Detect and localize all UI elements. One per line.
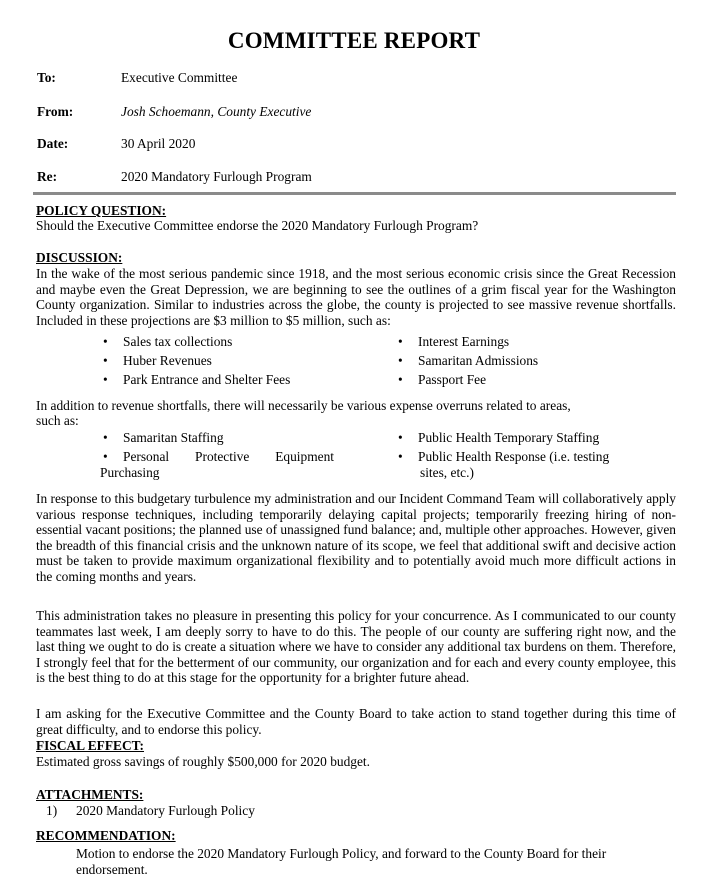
from-value: Josh Schoemann, County Executive: [121, 104, 312, 119]
page-title: COMMITTEE REPORT: [227, 28, 481, 53]
bullet-icon: •: [398, 372, 403, 387]
header-date-row: [37, 136, 677, 154]
bullet-icon: •: [103, 372, 108, 387]
bullet-icon: •: [398, 430, 403, 445]
overruns-intro-line1: In addition to revenue shortfalls, there will necessarily be various expense overruns related to areas,: [36, 398, 571, 413]
discussion-heading: DISCUSSION:: [36, 250, 123, 265]
bullet-icon: •: [398, 334, 403, 349]
bullet-icon: •: [398, 353, 403, 368]
attachment-number: 1): [46, 803, 58, 818]
recommendation-heading: RECOMMENDATION:: [36, 828, 176, 843]
policy-question-heading: POLICY QUESTION:: [36, 203, 167, 218]
bullet-icon: •: [103, 353, 108, 368]
asking-paragraph: I am asking for the Executive Committee and the County Board to take action to stand together during this time of great difficulty, and to endorse this policy.: [36, 706, 676, 737]
pleasure-paragraph: This administration takes no pleasure in presenting this policy for your concurrence. As I communicated to our county teammates last week, I am deeply sorry to have to do this. The people of our county are suffering right now, and the last thing we ought to do is create a situation where we have to consider any additional tax burdens on them. Therefore, I strongly feel that for the betterment of our community, our organization and for each and every county employee, this is the best thing to do at this stage for the opportunity for a brighter future ahead.: [36, 608, 676, 686]
fiscal-effect-text: Estimated gross savings of roughly $500,000 for 2020 budget.: [36, 754, 370, 769]
bullet-icon: •: [103, 334, 108, 349]
overruns-intro-line2: such as:: [36, 413, 79, 428]
date-label: Date:: [37, 136, 69, 151]
bullet-icon: •: [398, 449, 403, 464]
header-divider: [33, 192, 676, 195]
public-health-item-line2: sites, etc.): [420, 465, 474, 480]
attachments-heading: ATTACHMENTS:: [36, 787, 144, 802]
discussion-intro: In the wake of the most serious pandemic since 1918, and the most serious economic crisis since the Great Recession and maybe even the Great Depression, we are beginning to see the outlines of a grim fiscal year for the Washington County organization. Similar to industries across the globe, the county is projected to see massive revenue shortfalls. Included in these projections are $3 million to $5 million, such as:: [36, 266, 676, 328]
recommendation-text: Motion to endorse the 2020 Mandatory Furlough Policy, and forward to the County Board for their endorsement.: [76, 846, 607, 877]
policy-question-text: Should the Executive Committee endorse the 2020 Mandatory Furlough Program?: [36, 218, 479, 233]
committee-report-page: COMMITTEE REPORT To: Executive Committee From: Josh Schoemann, County Executive Date: 30 April 2020 Re: 2020 Mandatory Furlough Program POLICY QUESTION: Should the Executive Committee endorse the 2020 Mandatory Furlough Program? DISCUSSION: In the wake of the most serious pandemic since 1918, and the most serious economic crisis since the Great Recession and maybe even the Great Depression, we are beginning to see the outlines of a grim fiscal year for the Washington County organization. Similar to industries across the globe, the county is projected to see massive revenue shortfalls. Included in these projections are $3 million to $5 million, such as: • Sales tax collections • Huber Revenues • Park Entrance and Shelter Fees • Interest Earnings • Samaritan Admissions • Passport Fee In addition to revenue shortfalls, there will necessarily be various expense overruns related to areas, such as: • Samaritan Staffing • Personal Protective Equipment Purchasing • Public Health Temporary Staffing • Public Health Response (i.e. testing sites, etc.) In response to this budgetary turbulence my administration and our Incident Command Team will collaboratively apply various response techniques, including temporarily delaying capital projects; temporarily freezing hiring of non-essential vacant positions; the planned use of unassigned fund balance; and, multiple other approaches. However, given the breadth of this financial crisis and the unknown nature of its scope, we feel that additional swift and decisive action must be taken to provide maximum organizational flexibility and to potentially avoid much more difficult actions in the coming months and years. This administration takes no pleasure in presenting this policy for your concurrence. As I communicated to our county teammates last week, I am deeply sorry to have to do this. The people of our county are suffering right now, and the last thing we ought to do is create a situation where we have to consider any additional tax burdens on them. Therefore, I strongly feel that for the betterment of our community, our organization and for each and every county employee, this is the best thing to do at this stage for the opportunity for a brighter future ahead. I am asking for the Executive Committee and the County Board to take action to stand together during this time of great difficulty, and to endorse this policy. FISCAL EFFECT: Estimated gross savings of roughly $500,000 for 2020 budget. ATTACHMENTS: 1) 2020 Mandatory Furlough Policy RECOMMENDATION: Motion to endorse the 2020 Mandatory Furlough Policy, and forward to the County Board for their endorsement.: [0, 0, 708, 885]
header-from-row: [37, 104, 677, 122]
fiscal-effect-heading: FISCAL EFFECT:: [36, 738, 145, 753]
date-value: 30 April 2020: [121, 136, 196, 151]
ppe-item-line1: Personal Protective Equipment: [123, 449, 334, 464]
response-paragraph: In response to this budgetary turbulence my administration and our Incident Command Team will collaboratively apply various response techniques, including temporarily delaying capital projects; temporarily freezing hiring of non-essential vacant positions; the planned use of unassigned fund balance; and, multiple other approaches. However, given the breadth of this financial crisis and the unknown nature of its scope, we feel that additional swift and decisive action must be taken to provide maximum organizational flexibility and to potentially avoid much more difficult actions in the coming months and years.: [36, 491, 676, 584]
attachment-title: 2020 Mandatory Furlough Policy: [76, 803, 255, 818]
bullet-icon: •: [103, 449, 108, 464]
re-value: 2020 Mandatory Furlough Program: [121, 169, 312, 184]
header-to-row: [37, 70, 677, 88]
re-label: Re:: [37, 169, 58, 184]
bullet-icon: •: [103, 430, 108, 445]
header-re-row: [37, 169, 677, 187]
to-label: To:: [37, 70, 56, 85]
ppe-item-line2: Purchasing: [100, 465, 160, 480]
from-label: From:: [37, 104, 74, 119]
to-value: Executive Committee: [121, 70, 238, 85]
